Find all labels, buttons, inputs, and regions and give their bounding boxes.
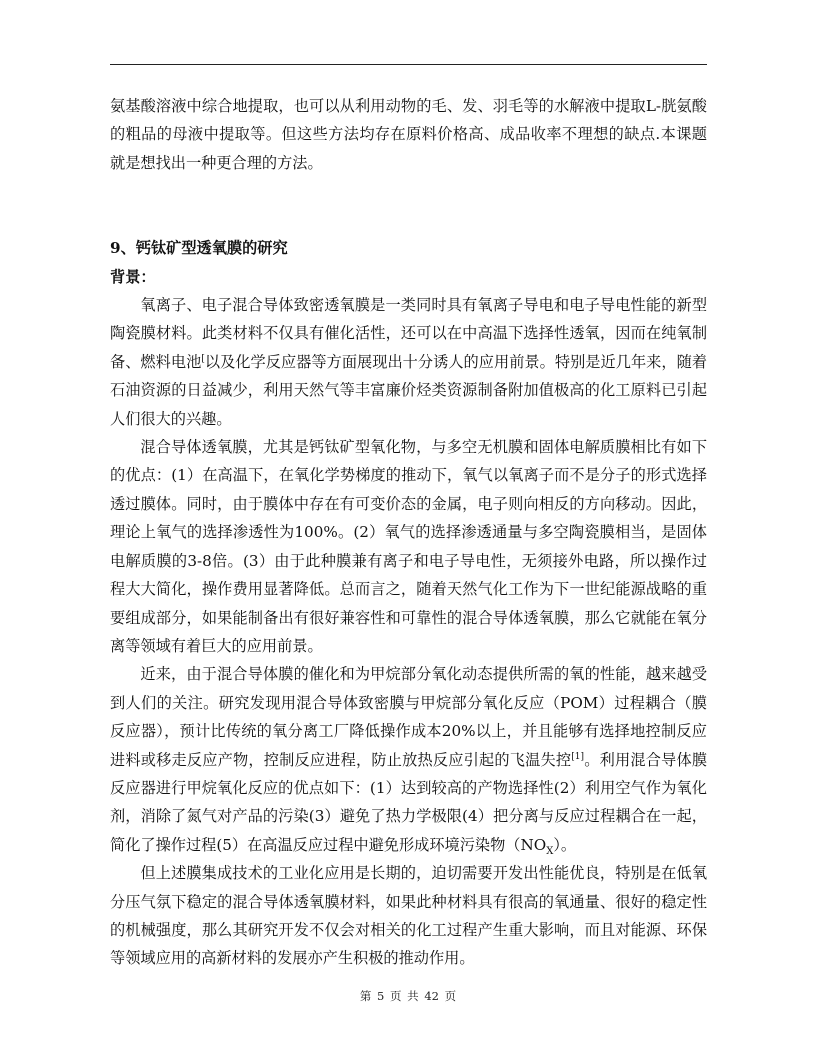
paragraph-4: 但上述膜集成技术的工业化应用是长期的，迫切需要开发出性能优良，特别是在低氧分压气氛下稳定的混合导体透氧膜材料，如果此种材料具有很高的氧通量、很好的稳定性的机械强度，那么其研究开发不仅会对相关的化工过程产生重大影响，而且对能源、环保等领域应用的高新材料的发展亦产生积极的推动作用。 [110, 864, 707, 968]
paragraph-3-text-a: 近来，由于混合导体膜的催化和为甲烷部分氧化动态提供所需的氧的性能，越来越受到人们的关注。研究发现用混合导体致密膜与甲烷部分氧化反应（POM）过程耦合（膜反应器），预计比传统的氧分离工厂降低操作成本20%以上，并且能够有选择地控制反应进料或移走反应产物，控制反应进程，防止放热反应引起的飞温失控 [110, 665, 707, 769]
header-rule [110, 64, 707, 65]
nox-subscript: X [546, 845, 554, 857]
citation-ref-1: [1] [571, 751, 584, 762]
paragraph-3 [110, 660, 707, 859]
document-body [110, 92, 707, 973]
paragraph-1-ref-mark: [ [201, 353, 205, 364]
paragraph-1 [110, 291, 707, 433]
paragraph-2: 混合导体透氧膜，尤其是钙钛矿型氧化物，与多空无机膜和固体电解质膜相比有如下的优点：(1）在高温下，在氧化学势梯度的推动下，氧气以氧离子而不是分子的形式选择透过膜体。同时，由于膜体中存在有可变价态的金属，电子则向相反的方向移动。因此，理论上氧气的选择渗透性为100%。(2）氧气的选择渗透通量与多空陶瓷膜相当，是固体电解质膜的3-8倍。(3）由于此种膜兼有离子和电子导电性，无须接外电路，所以操作过程大大简化，操作费用显著降低。总而言之，随着天然气化工作为下一世纪能源战略的重要组成部分，如果能制备出有很好兼容性和可靠性的混合导体透氧膜，那么它就能在氧分离等领域有着巨大的应用前景。 [110, 438, 707, 655]
section-title: 9、钙钛矿型透氧膜的研究 [110, 239, 288, 258]
intro-paragraph: 氨基酸溶液中综合地提取，也可以从利用动物的毛、发、羽毛等的水解液中提取L-胱氨酸的粗品的母液中提取等。但这些方法均存在原料价格高、成品收率不理想的缺点.本课题就是想找出一种更合理的方法。 [110, 97, 707, 172]
page-number-footer: 第 5 页 共 42 页 [359, 989, 457, 1003]
paragraph-1-text-a: 氧离子、电子混合导体致密透氧膜是一类同时具有氧离子导电和电子导电性能的新型陶瓷膜材料。此类材料不仅具有催化活性，还可以在中高温下选择性透氧，因而在纯氧制备、燃料电池 [110, 296, 707, 371]
paragraph-1-text-b: 以及化学反应器等方面展现出十分诱人的应用前景。特别是近几年来，随着石油资源的日益减少，利用天然气等丰富廉价烃类资源制备附加值极高的化工原料已引起人们很大的兴趣。 [110, 352, 708, 428]
paragraph-3-text-c: ）。 [553, 835, 577, 854]
background-label: 背景： [110, 267, 156, 286]
paragraph-3-text-b: 。利用混合导体膜反应器进行甲烷氧化反应的优点如下：(1）达到较高的产物选择性(2）利用空气作为氧化剂，消除了氮气对产品的污染(3）避免了热力学极限(4）把分离与反应过程耦合在一起，简化了操作过程(5）在高温反应过程中避免形成环境污染物（NO [110, 750, 707, 854]
section-spacer [110, 177, 707, 234]
